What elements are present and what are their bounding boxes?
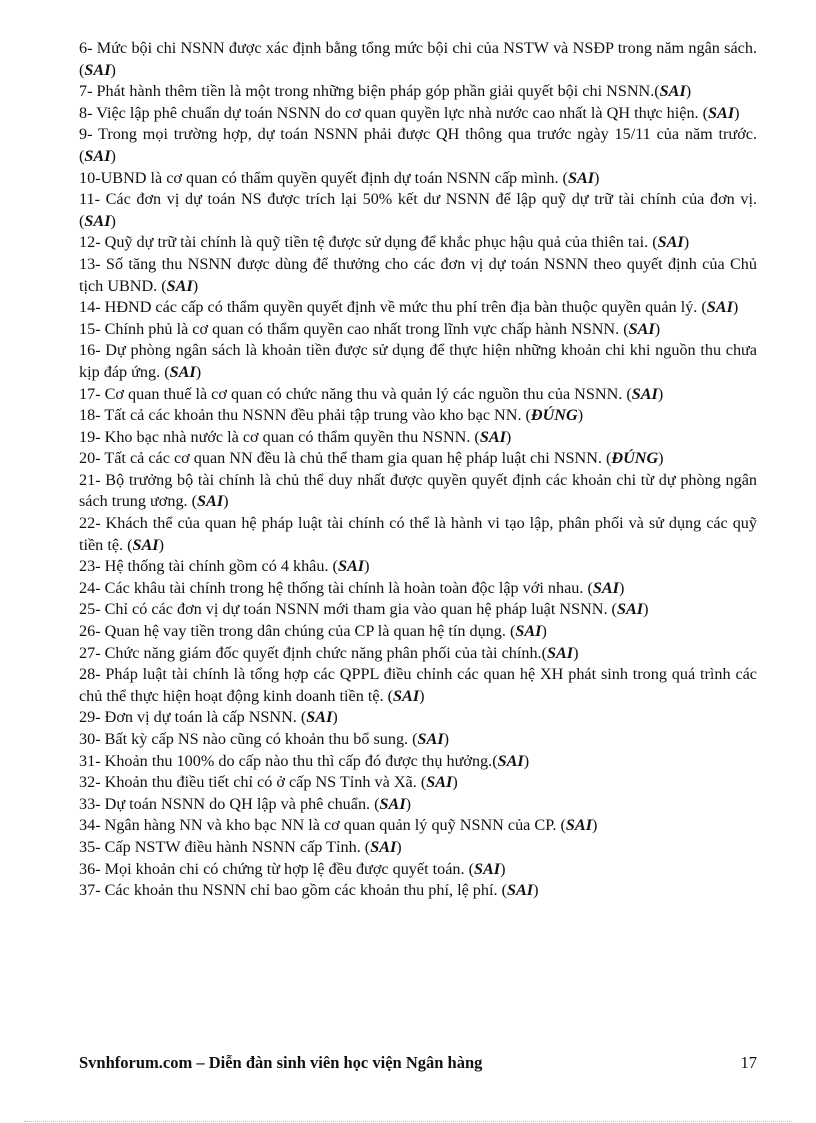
answer-label: SAI xyxy=(657,233,684,252)
question-item xyxy=(79,621,757,643)
closing-paren: ) xyxy=(195,362,202,381)
question-item xyxy=(79,470,757,513)
closing-paren: ) xyxy=(223,492,229,511)
closing-paren: ) xyxy=(110,211,116,230)
question-item xyxy=(79,772,757,794)
question-text: 10-UBND là cơ quan có thẩm quyền quyết định dự toán NSNN cấp mình. ( xyxy=(79,168,568,187)
closing-paren: ) xyxy=(658,449,664,468)
question-item xyxy=(79,448,757,470)
footer-text: Svnhforum.com – Diễn đàn sinh viên học viện Ngân hàng xyxy=(79,1053,483,1072)
question-text: 7- Phát hành thêm tiền là một trong những biện pháp góp phần giải quyết bội chi NSNN.( xyxy=(79,82,660,101)
question-text: 11- Các đơn vị dự toán NS được trích lại 50% kết dư NSNN để lập quỹ dự trữ tài chính của đơn vị. ( xyxy=(79,190,757,230)
page-number: 17 xyxy=(740,1053,757,1072)
closing-paren: ) xyxy=(158,535,164,554)
answer-label: SAI xyxy=(306,708,333,727)
question-item xyxy=(79,232,757,254)
answer-label: SAI xyxy=(426,773,453,792)
question-text: 26- Quan hệ vay tiền trong dân chúng của CP là quan hệ tín dụng. ( xyxy=(79,622,516,641)
closing-paren: ) xyxy=(192,276,199,295)
answer-label: ĐÚNG xyxy=(611,449,659,468)
question-text: 18- Tất cả các khoản thu NSNN đều phải tập trung vào kho bạc NN. ( xyxy=(79,406,531,425)
question-text: 21- Bộ trưởng bộ tài chính là chủ thể duy nhất được quyền quyết định các khoản chi từ dự phòng ngân sách trung ương. ( xyxy=(79,470,757,511)
question-item xyxy=(79,664,757,707)
question-text: 28- Pháp luật tài chính là tổng hợp các QPPL điều chỉnh các quan hệ XH phát sinh trong quá trình các chủ thể thực hiện hoạt động kinh doanh tiền tệ. ( xyxy=(79,665,757,705)
answer-label: SAI xyxy=(565,816,593,835)
question-text: 36- Mọi khoản chi có chứng từ hợp lệ đều được quyết toán. ( xyxy=(79,859,474,878)
question-item xyxy=(79,556,757,578)
answer-label: SAI xyxy=(567,168,595,187)
closing-paren: ) xyxy=(523,751,530,770)
question-item xyxy=(79,189,757,232)
closing-paren: ) xyxy=(732,298,739,317)
question-text: 6- Mức bội chi NSNN được xác định bằng tổng mức bội chi của NSTW và NSĐP trong năm ngân sách. ( xyxy=(79,39,757,79)
closing-paren: ) xyxy=(500,859,506,878)
question-item xyxy=(79,815,757,837)
question-text: 20- Tất cả các cơ quan NN đều là chủ thể tham gia quan hệ pháp luật chi NSNN. ( xyxy=(79,449,612,468)
closing-paren: ) xyxy=(443,730,450,748)
closing-paren: ) xyxy=(734,103,740,122)
answer-label: SAI xyxy=(479,427,506,446)
closing-paren: ) xyxy=(452,773,458,792)
page-footer xyxy=(79,1053,757,1077)
answer-label: SAI xyxy=(84,146,111,165)
question-text: 27- Chức năng giám đốc quyết định chức năng phân phối của tài chính.( xyxy=(79,643,547,662)
question-text: 35- Cấp NSTW điều hành NSNN cấp Tỉnh. ( xyxy=(79,837,371,856)
answer-label: SAI xyxy=(132,535,159,554)
closing-paren: ) xyxy=(419,686,425,705)
question-item xyxy=(79,384,757,406)
closing-paren: ) xyxy=(654,319,661,338)
answer-label: SAI xyxy=(370,837,397,856)
question-item xyxy=(79,578,757,600)
question-text: 25- Chỉ có các đơn vị dự toán NSNN mới tham gia vào quan hệ pháp luật NSNN. ( xyxy=(79,600,617,619)
question-item xyxy=(79,707,757,729)
page-edge-divider xyxy=(24,1121,792,1122)
question-item xyxy=(79,405,757,427)
question-text: 9- Trong mọi trường hợp, dự toán NSNN phải được QH thông qua trước ngày 15/11 của năm trước. ( xyxy=(79,125,757,165)
question-text: 16- Dự phòng ngân sách là khoản tiền được sử dụng để thực hiện những khoản chi khi nguồn thu chưa kịp đáp ứng. ( xyxy=(79,341,757,381)
question-item xyxy=(79,513,757,556)
answer-label: SAI xyxy=(708,103,735,122)
question-item xyxy=(79,794,757,816)
question-item xyxy=(79,103,757,125)
closing-paren: ) xyxy=(505,427,512,446)
closing-paren: ) xyxy=(683,233,690,252)
closing-paren: ) xyxy=(657,384,664,403)
question-text: 33- Dự toán NSNN do QH lập và phê chuẩn. ( xyxy=(79,794,380,813)
question-text: 37- Các khoản thu NSNN chỉ bao gồm các khoản thu phí, lệ phí. ( xyxy=(79,881,507,900)
answer-label: SAI xyxy=(592,578,619,597)
answer-label: SAI xyxy=(546,643,574,662)
closing-paren: ) xyxy=(618,578,625,597)
answer-label: SAI xyxy=(706,298,733,317)
closing-paren: ) xyxy=(533,881,539,900)
question-item xyxy=(79,880,757,902)
question-item xyxy=(79,254,757,297)
question-text: 22- Khách thể của quan hệ pháp luật tài chính có thể là hành vi tạo lập, phân phối và sử dụng các quỹ tiền tệ. ( xyxy=(79,514,757,554)
answer-label: ĐÚNG xyxy=(530,406,578,425)
answer-label: SAI xyxy=(393,686,420,705)
answer-label: SAI xyxy=(169,362,196,381)
answer-label: SAI xyxy=(497,751,524,770)
question-item xyxy=(79,168,757,190)
question-text: 14- HĐND các cấp có thẩm quyền quyết định về mức thu phí trên địa bàn thuộc quyền quản lý. ( xyxy=(79,298,707,317)
closing-paren: ) xyxy=(685,82,692,101)
closing-paren: ) xyxy=(396,837,402,856)
question-list xyxy=(79,38,757,902)
question-text: 12- Quỹ dự trữ tài chính là quỹ tiền tệ được sử dụng để khắc phục hậu quả của thiên tai. ( xyxy=(79,233,658,252)
question-text: 29- Đơn vị dự toán là cấp NSNN. ( xyxy=(79,708,307,727)
answer-label: SAI xyxy=(166,276,193,295)
answer-label: SAI xyxy=(473,859,501,878)
question-item xyxy=(79,837,757,859)
closing-paren: ) xyxy=(643,600,649,619)
question-item xyxy=(79,38,757,81)
question-text: 17- Cơ quan thuế là cơ quan có chức năng thu và quản lý các nguồn thu của NSNN. ( xyxy=(79,384,632,403)
answer-label: SAI xyxy=(659,82,686,101)
closing-paren: ) xyxy=(405,794,412,813)
question-text: 15- Chính phủ là cơ quan có thẩm quyền cao nhất trong lĩnh vực chấp hành NSNN. ( xyxy=(79,319,629,338)
question-item xyxy=(79,643,757,665)
answer-label: SAI xyxy=(631,384,658,403)
question-text: 34- Ngân hàng NN và kho bạc NN là cơ quan quản lý quỹ NSNN của CP. ( xyxy=(79,816,566,835)
question-item xyxy=(79,751,757,773)
closing-paren: ) xyxy=(110,60,116,79)
closing-paren: ) xyxy=(364,557,370,576)
question-item xyxy=(79,319,757,341)
answer-label: SAI xyxy=(417,730,444,748)
closing-paren: ) xyxy=(110,146,116,165)
question-item xyxy=(79,599,757,621)
question-text: 13- Số tăng thu NSNN được dùng để thưởng cho các đơn vị dự toán NSNN theo quyết định của Chủ tịch UBND. ( xyxy=(79,254,757,295)
closing-paren: ) xyxy=(594,168,600,187)
question-item xyxy=(79,340,757,383)
answer-label: SAI xyxy=(628,319,655,338)
question-text: 24- Các khâu tài chính trong hệ thống tài chính là hoàn toàn độc lập với nhau. ( xyxy=(79,578,593,597)
answer-label: SAI xyxy=(506,881,534,900)
answer-label: SAI xyxy=(616,600,644,619)
answer-label: SAI xyxy=(379,794,406,813)
closing-paren: ) xyxy=(577,406,584,425)
question-item xyxy=(79,427,757,449)
closing-paren: ) xyxy=(541,622,547,641)
answer-label: SAI xyxy=(84,60,111,79)
question-text: 32- Khoản thu điều tiết chỉ có ở cấp NS Tỉnh và Xã. ( xyxy=(79,773,427,792)
question-text: 31- Khoản thu 100% do cấp nào thu thì cấp đó được thụ hưởng.( xyxy=(79,751,498,770)
question-item xyxy=(79,124,757,167)
answer-label: SAI xyxy=(515,622,542,641)
answer-label: SAI xyxy=(337,557,365,576)
question-text: 23- Hệ thống tài chính gồm có 4 khâu. ( xyxy=(79,557,338,576)
question-text: 19- Kho bạc nhà nước là cơ quan có thẩm quyền thu NSNN. ( xyxy=(79,427,480,446)
question-item xyxy=(79,297,757,319)
question-item xyxy=(79,859,757,881)
answer-label: SAI xyxy=(84,211,111,230)
question-item xyxy=(79,729,757,751)
question-item xyxy=(79,81,757,103)
closing-paren: ) xyxy=(592,816,598,835)
answer-label: SAI xyxy=(197,492,224,511)
question-text: 8- Việc lập phê chuẩn dự toán NSNN do cơ quan quyền lực nhà nước cao nhất là QH thực hiện. ( xyxy=(79,103,709,122)
closing-paren: ) xyxy=(573,643,579,662)
closing-paren: ) xyxy=(332,708,338,727)
question-text: 30- Bất kỳ cấp NS nào cũng có khoản thu bổ sung. ( xyxy=(79,730,418,748)
